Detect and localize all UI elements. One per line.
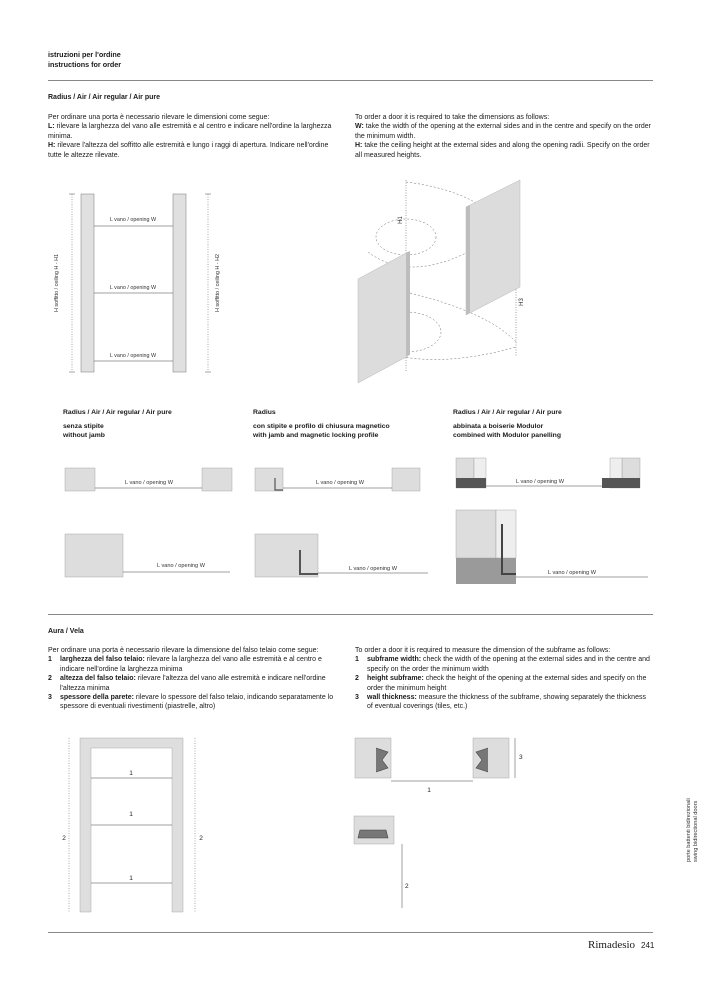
section-title: Radius / Air / Air regular / Air pure	[48, 94, 161, 101]
variant-2-plan-diagram	[250, 462, 435, 582]
variant-italian: con stipite e profilo di chiusura magnetico	[253, 423, 390, 431]
divider	[48, 932, 653, 933]
plan-width-label: L vano / opening W	[157, 563, 205, 569]
variant-title: Radius / Air / Air regular / Air pure	[63, 409, 172, 416]
dimension-2: 2	[199, 835, 203, 842]
variant-english: combined with Modulor panelling	[453, 432, 561, 440]
variant-english: without jamb	[63, 432, 105, 440]
variant-3-plan-diagram	[452, 452, 652, 592]
opening-width-label: L vano / opening W	[109, 217, 157, 223]
sidebar-caption	[686, 798, 700, 862]
h3-label: H3	[519, 298, 525, 306]
plan-width-label: L vano / opening W	[548, 570, 596, 576]
plan-width-label: L vano / opening W	[516, 479, 564, 485]
brand-logo: Rimadesio	[588, 939, 636, 951]
dimension-1: 1	[129, 770, 133, 777]
dimension-1: 1	[427, 787, 431, 794]
list-item: 3 wall thickness: measure the thickness of the subframe, showing separately the thickness of eventual coverings (tiles, etc.)	[355, 694, 646, 711]
header-italian: istruzioni per l'ordine	[48, 50, 121, 59]
variant-1-plan-diagram	[60, 462, 240, 582]
ceiling-height-h1-label: H soffitto / ceiling H - H1	[54, 253, 60, 313]
plan-width-label: L vano / opening W	[349, 566, 397, 572]
variant-italian: abbinata a boiserie Modulor	[453, 423, 544, 431]
front-elevation-diagram	[48, 188, 248, 378]
opening-width-label: L vano / opening W	[109, 285, 157, 291]
list-item: 1 subframe width: check the width of the opening at the external sides and in the centre and specify on the order the minimum width	[355, 656, 650, 673]
page-header	[48, 50, 121, 69]
instructions-english	[355, 646, 651, 712]
perspective-diagram	[348, 172, 538, 387]
list-item: 3 spessore della parete: rilevare lo spessore del falso telaio, indicando separatamente lo spessore di eventuali rivestimenti (piastrelle, altro)	[48, 694, 334, 711]
dimension-1: 1	[129, 811, 133, 818]
instructions-english	[355, 113, 651, 160]
intro: Per ordinare una porta è necessario rilevare la dimensione del falso telaio come segue:	[48, 647, 319, 654]
variant-english: with jamb and magnetic locking profile	[253, 432, 379, 440]
divider	[48, 80, 653, 81]
section-title: Aura / Vela	[48, 628, 84, 635]
instructions-italian	[48, 646, 344, 712]
intro: To order a door it is required to take the dimensions as follows:	[355, 114, 550, 121]
intro: Per ordinare una porta è necessario rilevare le dimensioni come segue:	[48, 114, 270, 121]
sidebar-english: swing bidirectional doors	[693, 800, 699, 862]
divider	[48, 614, 653, 615]
instructions-italian	[48, 113, 338, 160]
variant-italian: senza stipite	[63, 423, 104, 431]
plan-width-label: L vano / opening W	[316, 480, 364, 486]
intro: To order a door it is required to measure the dimension of the subframe as follows:	[355, 647, 611, 654]
page-number: 241	[641, 941, 655, 950]
sidebar-italian: porte battenti bidirezionali	[686, 798, 692, 862]
dimension-2: 2	[405, 883, 409, 890]
item-h: H: rilevare l'altezza del soffitto alle estremità e lungo i raggi di apertura. Indicare nell'ordine tutte le altezze rilevate.	[48, 142, 329, 159]
item-w: W: take the width of the opening at the external sides and in the centre and specify on the order the minimum width.	[355, 123, 652, 140]
opening-width-label: L vano / opening W	[109, 353, 157, 359]
h1-label: H1	[398, 216, 404, 224]
ceiling-height-h2-label: H soffitto / ceiling H - H2	[215, 253, 221, 313]
list-item: 1 larghezza del falso telaio: rilevare la larghezza del vano alle estremità e al centro e indicare nell'ordine la larghezza minima	[48, 656, 322, 673]
subframe-section-diagram	[350, 730, 530, 915]
list-item: 2 height subframe: check the height of the opening at the external sides and specify on the order the minimum height	[355, 675, 647, 692]
variant-1-heading	[63, 408, 243, 441]
subframe-elevation-diagram	[55, 730, 215, 915]
variant-3-heading	[453, 408, 653, 441]
list-item: 2 altezza del falso telaio: rilevare l'altezza del vano alle estremità e indicare nell'ordine l'altezza minima	[48, 675, 326, 692]
dimension-1: 1	[129, 875, 133, 882]
dimension-3: 3	[519, 754, 523, 761]
variant-title: Radius	[253, 409, 276, 416]
variant-title: Radius / Air / Air regular / Air pure	[453, 409, 562, 416]
dimension-2: 2	[62, 835, 66, 842]
header-english: instructions for order	[48, 59, 122, 69]
item-l: L: rilevare la larghezza del vano alle estremità e al centro e indicare nell'ordine la larghezza minima.	[48, 123, 332, 140]
item-h: H: take the ceiling height at the external sides and along the opening radii. Specify on the order all measured heights.	[355, 142, 650, 159]
variant-2-heading	[253, 408, 443, 441]
plan-width-label: L vano / opening W	[125, 480, 173, 486]
